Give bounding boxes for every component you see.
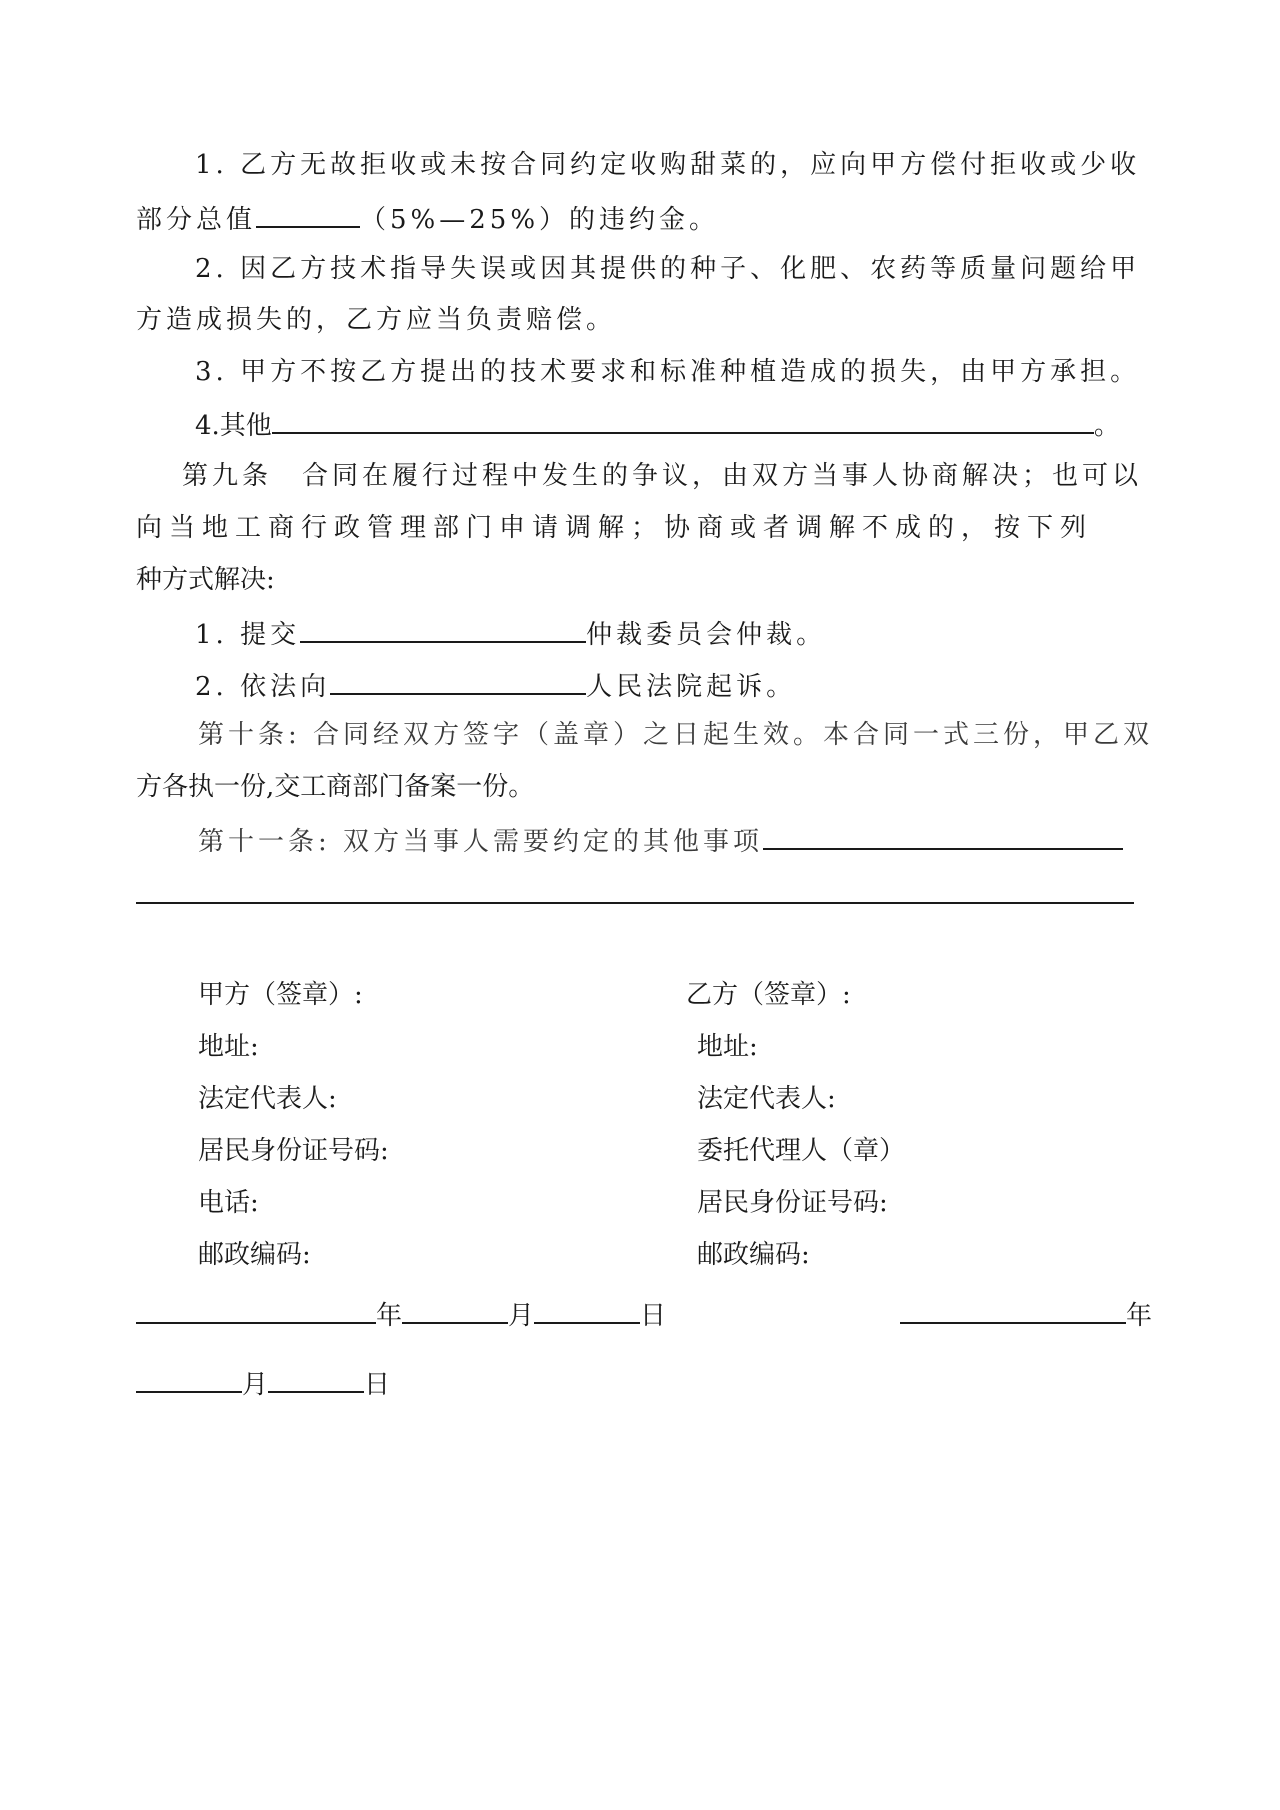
violation-rate-blank[interactable] [256, 200, 360, 228]
clause9-line3: 种方式解决: [136, 565, 275, 595]
party-b-date-month-day [136, 1365, 390, 1402]
clause9-option1 [195, 615, 826, 652]
party-b-day-label: 日 [364, 1370, 391, 1400]
party-b-year-label: 年 [1126, 1301, 1153, 1331]
clause8-item1-prefix: 部分总值 [136, 205, 257, 235]
party-a-postcode: 邮政编码: [198, 1240, 311, 1270]
court-blank[interactable] [330, 667, 586, 695]
clause9-option2 [195, 667, 796, 704]
other-matters-blank[interactable] [763, 822, 1123, 850]
clause8-item4-prefix: 4.其他 [195, 411, 272, 441]
clause8-item2-line1: 2. 因乙方技术指导失误或因其提供的种子、化肥、农药等质量问题给甲 [195, 254, 1141, 284]
party-b-sign: 乙方（签章）: [686, 980, 851, 1010]
party-a-id-number: 居民身份证号码: [198, 1136, 389, 1166]
clause8-item4 [195, 406, 1120, 443]
clause8-item1-suffix: （5%—25%）的违约金。 [360, 205, 720, 235]
party-b-date-year [900, 1296, 1152, 1333]
clause9-option1-prefix: 1. 提交 [195, 620, 301, 650]
party-b-id-number: 居民身份证号码: [697, 1188, 888, 1218]
clause9-line1: 第九条 合同在履行过程中发生的争议，由双方当事人协商解决；也可以 [182, 461, 1143, 491]
party-a-phone: 电话: [198, 1188, 259, 1218]
party-b-address: 地址: [697, 1032, 758, 1062]
clause10-line1: 第十条: 合同经双方签字（盖章）之日起生效。本合同一式三份，甲乙双 [198, 720, 1154, 750]
party-a-day-label: 日 [640, 1301, 667, 1331]
other-terms-blank[interactable] [272, 406, 1094, 434]
party-a-year-blank[interactable] [136, 1296, 376, 1324]
party-a-legal-rep: 法定代表人: [198, 1084, 337, 1114]
party-a-year-label: 年 [376, 1301, 403, 1331]
party-a-month-blank[interactable] [402, 1296, 508, 1324]
party-b-day-blank[interactable] [268, 1365, 364, 1393]
clause8-item1-line1: 1. 乙方无故拒收或未按合同约定收购甜菜的，应向甲方偿付拒收或少收 [195, 150, 1141, 180]
clause11-label: 第十一条: 双方当事人需要约定的其他事项 [198, 827, 764, 857]
party-b-postcode: 邮政编码: [697, 1240, 810, 1270]
arbitration-committee-blank[interactable] [300, 615, 586, 643]
clause9-option2-prefix: 2. 依法向 [195, 672, 331, 702]
party-a-address: 地址: [198, 1032, 259, 1062]
party-a-month-label: 月 [508, 1301, 535, 1331]
party-b-agent: 委托代理人（章） [697, 1136, 906, 1166]
party-b-month-label: 月 [242, 1370, 269, 1400]
other-matters-blank-line2[interactable] [136, 902, 1134, 904]
clause11-line1 [198, 822, 1123, 859]
party-a-sign: 甲方（签章）: [198, 980, 363, 1010]
clause9-line2: 向当地工商行政管理部门申请调解；协商或者调解不成的，按下列 [136, 513, 1094, 543]
clause8-item1-line2 [136, 200, 719, 237]
clause8-item2-line2: 方造成损失的，乙方应当负责赔偿。 [136, 305, 617, 335]
party-b-legal-rep: 法定代表人: [697, 1084, 836, 1114]
clause8-item4-suffix: 。 [1093, 411, 1120, 441]
clause8-item3: 3. 甲方不按乙方提出的技术要求和标准种植造成的损失，由甲方承担。 [195, 357, 1141, 387]
party-b-month-blank[interactable] [136, 1365, 242, 1393]
clause9-option1-suffix: 仲裁委员会仲裁。 [586, 620, 827, 650]
party-a-day-blank[interactable] [534, 1296, 640, 1324]
party-a-date [136, 1296, 666, 1333]
party-b-year-blank[interactable] [900, 1296, 1126, 1324]
clause10-line2: 方各执一份,交工商部门备案一份。 [136, 772, 535, 802]
clause9-option2-suffix: 人民法院起诉。 [586, 672, 797, 702]
